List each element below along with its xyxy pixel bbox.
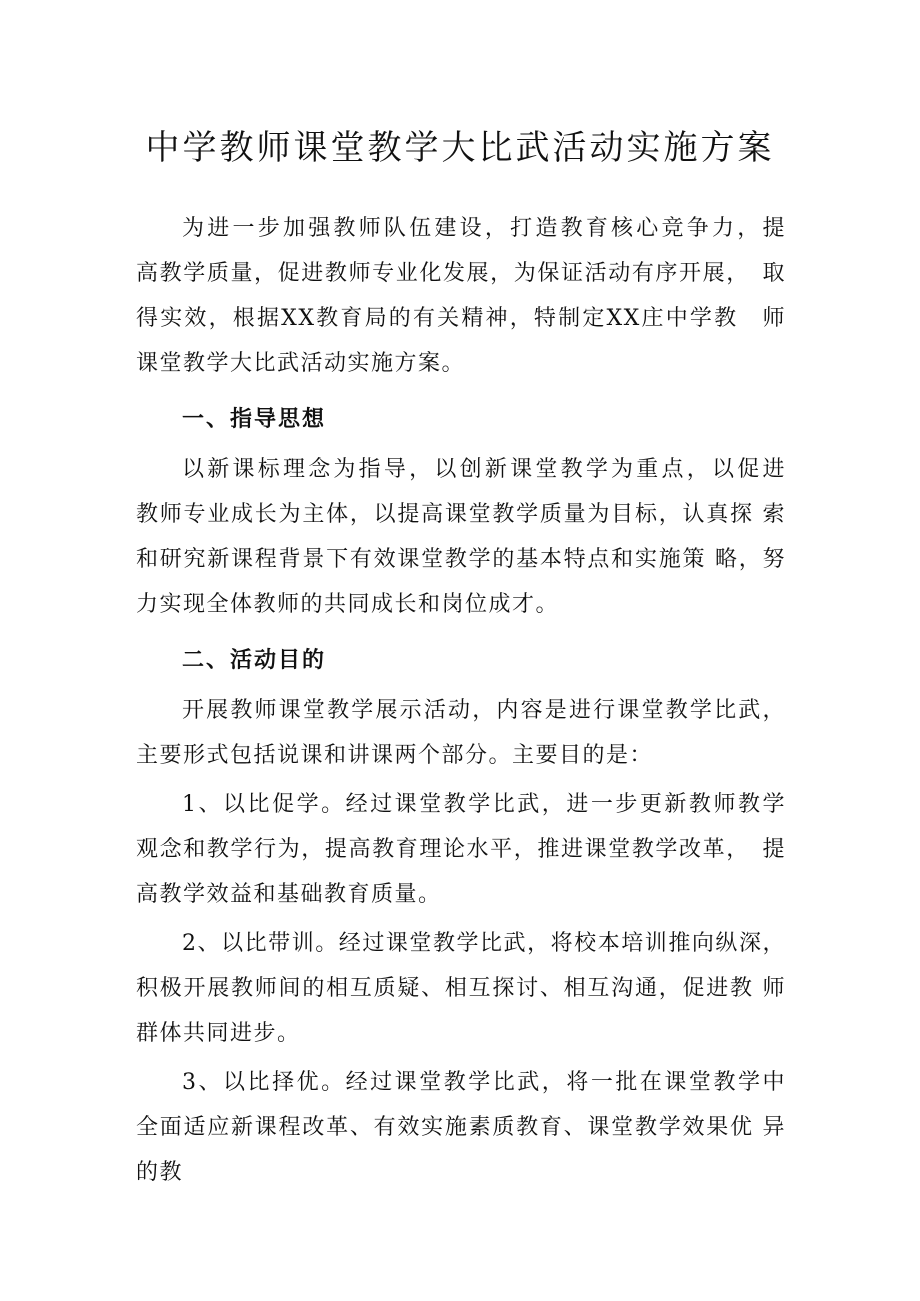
spacer bbox=[136, 627, 786, 631]
document-body bbox=[136, 206, 810, 1195]
purpose-item-3: 3、以比择优。经过课堂教学比武，将一批在课堂教学中 全面适应新课程改革、有效实施素质教育、课堂教学效果优 异的教 bbox=[136, 1070, 786, 1185]
activity-purpose-paragraph: 开展教师课堂教学展示活动，内容是进行课堂教学比武，主要形式包括说课和讲课两个部分。主要目的是： bbox=[136, 698, 786, 768]
section-heading-guiding-ideology: 一、指导思想 bbox=[182, 407, 327, 432]
guiding-ideology-paragraph: 以新课标理念为指导，以创新课堂教学为重点，以促进 教师专业成长为主体，以提高课堂教学质量为目标，认真探 索和研究新课程背景下有效课堂教学的基本特点和实施策 略，努力实现全体教师的共同成长和岗位成才。 bbox=[136, 457, 810, 617]
spacer bbox=[136, 386, 786, 390]
purpose-item-1: 1、以比促学。经过课堂教学比武，进一步更新教师教学 观念和教学行为，提高教育理论水平，推进课堂教学改革， 提高教学效益和基础教育质量。 bbox=[136, 792, 786, 907]
intro-paragraph: 为进一步加强教师队伍建设，打造教育核心竞争力，提 高教学质量，促进教师专业化发展，为保证活动有序开展， 取得实效，根据XX教育局的有关精神，特制定XX庄中学教 师课堂教学大比武活动实施方案。 bbox=[136, 216, 810, 376]
purpose-item-2: 2、以比带训。经过课堂教学比武，将校本培训推向纵深，积极开展教师间的相互质疑、相互探讨、相互沟通，促进教 师群体共同进步。 bbox=[136, 931, 786, 1046]
section-heading-activity-purpose: 二、活动目的 bbox=[182, 648, 327, 673]
document-title: 中学教师课堂教学大比武活动实施方案 bbox=[145, 128, 775, 168]
